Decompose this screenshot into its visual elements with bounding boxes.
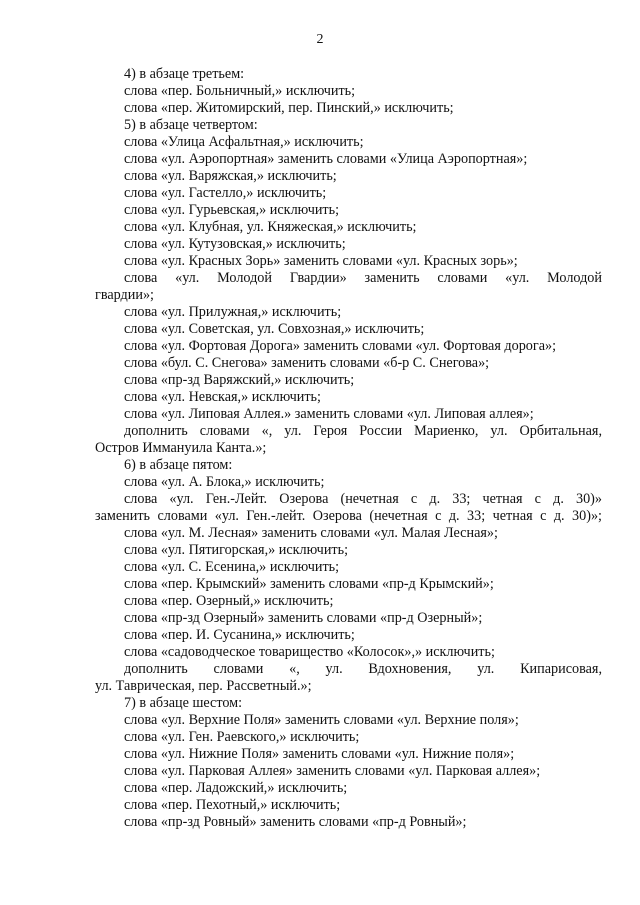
text-line: слова «ул. Парковая Аллея» заменить словами «ул. Парковая аллея»; [124, 763, 541, 779]
page-number: 2 [316, 32, 324, 47]
text-line: слова «ул. Пятигорская,» исключить; [124, 542, 349, 558]
text-line: слова «пер. Пехотный,» исключить; [124, 797, 341, 813]
section-heading: 7) в абзаце шестом: [124, 695, 243, 711]
text-line: слова «пер. Ладожский,» исключить; [124, 780, 348, 796]
text-line: слова «ул. Гурьевская,» исключить; [124, 202, 340, 218]
text-line: слова «ул. Красных Зорь» заменить словами «ул. Красных зорь»; [124, 253, 518, 269]
text-line: слова «ул. Варяжская,» исключить; [124, 168, 337, 184]
text-line: слова «пер. И. Сусанина,» исключить; [124, 627, 355, 643]
text-line: слова «ул. А. Блока,» исключить; [124, 474, 325, 490]
text-line: слова «ул. Ген.-Лейт. Озерова (нечетная с д. 33; четная с д. 30)» [124, 491, 602, 507]
text-line: слова «садоводческое товарищество «Колосок»,» исключить; [124, 644, 495, 660]
text-line: слова «пр-зд Ровный» заменить словами «пр-д Ровный»; [124, 814, 467, 830]
text-line: слова «пер. Крымский» заменить словами «пр-д Крымский»; [124, 576, 494, 592]
text-line: заменить словами «ул. Ген.-лейт. Озерова (нечетная с д. 33; четная с д. 30)»; [95, 508, 602, 524]
text-line: дополнить словами «, ул. Героя России Мариенко, ул. Орбитальная, [124, 423, 602, 439]
text-line: гвардии»; [95, 287, 154, 303]
text-line: слова «ул. Верхние Поля» заменить словами «ул. Верхние поля»; [124, 712, 519, 728]
text-line: Остров Иммануила Канта.»; [95, 440, 267, 456]
text-line: слова «бул. С. Снегова» заменить словами «б-р С. Снегова»; [124, 355, 490, 371]
text-line: слова «ул. Гастелло,» исключить; [124, 185, 327, 201]
text-line: слова «пер. Больничный,» исключить; [124, 83, 356, 99]
text-line: слова «ул. Невская,» исключить; [124, 389, 321, 405]
text-line: дополнить словами «, ул. Вдохновения, ул. Кипарисовая, [124, 661, 602, 677]
text-line: слова «ул. Ген. Раевского,» исключить; [124, 729, 360, 745]
text-line: слова «ул. Нижние Поля» заменить словами «ул. Нижние поля»; [124, 746, 515, 762]
text-line: слова «ул. Аэропортная» заменить словами «Улица Аэропортная»; [124, 151, 528, 167]
text-line: слова «Улица Асфальтная,» исключить; [124, 134, 364, 150]
section-heading: 5) в абзаце четвертом: [124, 117, 258, 133]
text-line: слова «ул. Кутузовская,» исключить; [124, 236, 346, 252]
text-line: слова «ул. Клубная, ул. Княжеская,» исключить; [124, 219, 417, 235]
text-line: слова «ул. М. Лесная» заменить словами «ул. Малая Лесная»; [124, 525, 498, 541]
section-heading: 4) в абзаце третьем: [124, 66, 245, 82]
section-heading: 6) в абзаце пятом: [124, 457, 233, 473]
text-line: слова «ул. Липовая Аллея.» заменить словами «ул. Липовая аллея»; [124, 406, 534, 422]
text-line: слова «пер. Житомирский, пер. Пинский,» исключить; [124, 100, 454, 116]
text-line: слова «пр-зд Варяжский,» исключить; [124, 372, 355, 388]
text-line: ул. Таврическая, пер. Рассветный.»; [95, 678, 312, 694]
text-line: слова «пер. Озерный,» исключить; [124, 593, 334, 609]
text-line: слова «ул. Прилужная,» исключить; [124, 304, 342, 320]
text-line: слова «ул. Молодой Гвардии» заменить словами «ул. Молодой [124, 270, 602, 286]
text-line: слова «пр-зд Озерный» заменить словами «пр-д Озерный»; [124, 610, 483, 626]
text-line: слова «ул. Фортовая Дорога» заменить словами «ул. Фортовая дорога»; [124, 338, 557, 354]
text-line: слова «ул. Советская, ул. Совхозная,» исключить; [124, 321, 425, 337]
text-line: слова «ул. С. Есенина,» исключить; [124, 559, 340, 575]
